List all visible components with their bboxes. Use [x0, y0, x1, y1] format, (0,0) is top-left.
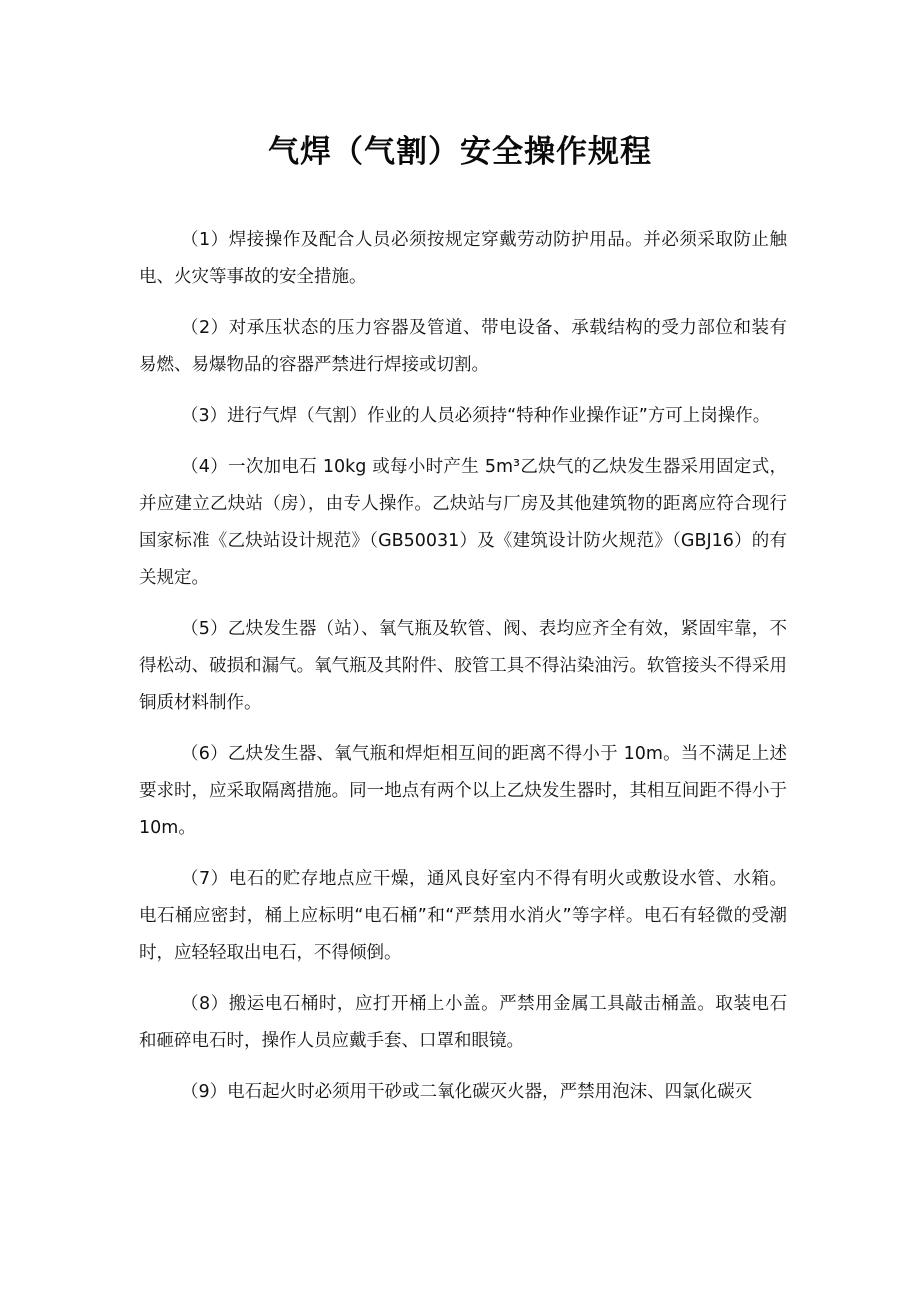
paragraph-9: （9）电石起火时必须用干砂或二氧化碳灭火器，严禁用泡沫、四氯化碳灭	[181, 1082, 753, 1102]
paragraph-4: （4）一次加电石 10kg 或每小时产生 5m³乙炔气的乙炔发生器采用固定式，并应建立乙炔站（房），由专人操作。乙炔站与厂房及其他建筑物的距离应符合现行国家标准《乙炔站设计规范》（GB50031）及《建筑设计防火规范》（GBJ16）的有关规定。	[139, 457, 787, 588]
paragraph-6: （6）乙炔发生器、氧气瓶和焊炬相互间的距离不得小于 10m。当不满足上述要求时，应采取隔离措施。同一地点有两个以上乙炔发生器时，其相互间距不得小于 10m。	[139, 744, 787, 838]
paragraph-1: （1）焊接操作及配合人员必须按规定穿戴劳动防护用品。并必须采取防止触电、火灾等事故的安全措施。	[139, 230, 787, 287]
paragraph-3: （3）进行气焊（气割）作业的人员必须持“特种作业操作证”方可上岗操作。	[181, 406, 771, 426]
paragraph-5: （5）乙炔发生器（站）、氧气瓶及软管、阀、表均应齐全有效，紧固牢靠，不得松动、破损和漏气。氧气瓶及其附件、胶管工具不得沾染油污。软管接头不得采用铜质材料制作。	[139, 619, 787, 713]
document-body	[139, 222, 787, 1125]
paragraph-7: （7）电石的贮存地点应干燥，通风良好室内不得有明火或敷设水管、水箱。电石桶应密封，桶上应标明“电石桶”和“严禁用水消火”等字样。电石有轻微的受潮时，应轻轻取出电石，不得倾倒。	[139, 869, 787, 963]
document-title: 气焊（气割）安全操作规程	[268, 134, 652, 170]
paragraph-2: （2）对承压状态的压力容器及管道、带电设备、承载结构的受力部位和装有易燃、易爆物品的容器严禁进行焊接或切割。	[139, 318, 787, 375]
paragraph-8: （8）搬运电石桶时，应打开桶上小盖。严禁用金属工具敲击桶盖。取装电石和砸碎电石时，操作人员应戴手套、口罩和眼镜。	[139, 994, 787, 1051]
